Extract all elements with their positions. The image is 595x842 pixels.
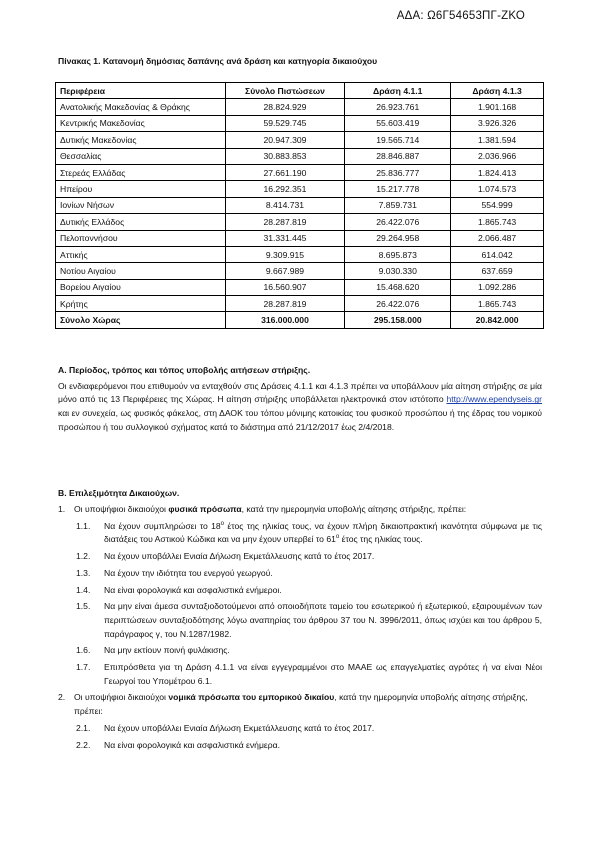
sub-item-number: 2.1.: [76, 722, 91, 733]
table-row: [56, 148, 544, 164]
sub-item-text: Να μην εκτίουν ποινή φυλάκισης.: [104, 645, 230, 656]
sub-item: [58, 661, 542, 688]
sub-item-text: Να έχουν συμπληρώσει το 18: [104, 520, 221, 531]
table-row: [56, 279, 544, 295]
table-cell-value: 19.565.714: [345, 132, 451, 148]
table-cell-value: 55.603.419: [345, 115, 451, 131]
list-item-text: , κατά την ημερομηνία υποβολής αίτησης στήριξης, πρέπει:: [74, 692, 528, 717]
table-cell-value: 30.883.853: [225, 148, 345, 164]
section-a-paragraph: [58, 380, 542, 435]
table-cell-value: 295.158.000: [345, 312, 451, 328]
sub-item-text: Να έχουν υποβάλλει Ενιαία Δήλωση Εκμετάλλευσης κατά το έτος 2017.: [104, 551, 375, 562]
sub-item-number: 1.7.: [76, 662, 91, 673]
table-cell-value: 1.381.594: [451, 132, 544, 148]
table-cell-value: 1.901.168: [451, 99, 544, 115]
table-cell-value: 1.092.286: [451, 279, 544, 295]
table-row: [56, 181, 544, 197]
table-cell-value: 28.287.819: [225, 296, 345, 312]
list-item-text: Οι υποψήφιοι δικαιούχοι: [74, 504, 166, 514]
superscript: ο: [335, 534, 340, 541]
table-cell-value: 9.309.915: [225, 246, 345, 262]
sub-item-number: 2.2.: [76, 739, 91, 750]
sub-item-number: 1.4.: [76, 584, 91, 595]
sub-item-text: Να είναι φορολογικά και ασφαλιστικά ενήμεροι.: [104, 584, 282, 595]
table-cell-region: Ηπείρου: [56, 181, 226, 197]
table-cell-region: Στερεάς Ελλάδας: [56, 164, 226, 180]
list-item-text: , κατά την ημερομηνία υποβολής αίτησης στήριξης, πρέπει:: [241, 504, 467, 514]
table-cell-region: Ιονίων Νήσων: [56, 197, 226, 213]
sub-item-number: 1.6.: [76, 645, 91, 656]
list-item-bold: νομικά πρόσωπα του εμπορικού δικαίου: [168, 692, 335, 703]
section-b-heading: Β. Επιλεξιμότητα Δικαιούχων.: [58, 488, 180, 498]
table-caption: Πίνακας 1. Κατανομή δημόσιας δαπάνης ανά δράση και κατηγορία δικαιούχου: [58, 56, 378, 66]
table-cell-region: Αττικής: [56, 246, 226, 262]
table-cell-value: 554.999: [451, 197, 544, 213]
table-cell-value: 9.667.989: [225, 263, 345, 279]
sub-item: [58, 550, 542, 564]
table-row: [56, 115, 544, 131]
list-item: [58, 691, 542, 718]
table-cell-value: 1.824.413: [451, 164, 544, 180]
sub-item-text: έτος της ηλικίας τους, να έχουν πλήρη δικαιοπρακτική ικανότητα σύμφωνα με τις διατάξεις του Αστικού Κώδικα και να μην έχουν υπερβεί το 61: [104, 520, 542, 545]
table-body: [56, 99, 544, 328]
section-a-heading: Α. Περίοδος, τρόπος και τόπος υποβολής αιτήσεων στήριξης.: [58, 365, 311, 375]
table-cell-value: 16.560.907: [225, 279, 345, 295]
sub-item-text: Να έχουν υποβάλλει Ενιαία Δήλωση Εκμετάλλευσης κατά το έτος 2017.: [104, 722, 375, 733]
ependyseis-link[interactable]: http://www.ependyseis.gr: [446, 394, 542, 405]
table-cell-region: Θεσσαλίας: [56, 148, 226, 164]
table-cell-value: 31.331.445: [225, 230, 345, 246]
sub-item: [58, 600, 542, 641]
column-header-total: Σύνολο Πιστώσεων: [225, 83, 345, 99]
table-cell-value: 26.422.076: [345, 214, 451, 230]
table-cell-value: 9.030.330: [345, 263, 451, 279]
table-cell-value: 3.926.326: [451, 115, 544, 131]
table-cell-value: 28.287.819: [225, 214, 345, 230]
table-cell-value: 637.659: [451, 263, 544, 279]
table-row: [56, 296, 544, 312]
column-header-action-413: Δράση 4.1.3: [451, 83, 544, 99]
section-a: [58, 364, 542, 435]
table-row: [56, 197, 544, 213]
column-header-action-411: Δράση 4.1.1: [345, 83, 451, 99]
sub-item: [58, 520, 542, 547]
table-total-row: [56, 312, 544, 328]
table-cell-region: Δυτικής Μακεδονίας: [56, 132, 226, 148]
table-row: [56, 230, 544, 246]
table-cell-value: 20.842.000: [451, 312, 544, 328]
sub-item-text: έτος της ηλικίας τους.: [339, 534, 423, 545]
sub-item: [58, 644, 542, 658]
table-row: [56, 99, 544, 115]
table-cell-region: Κρήτης: [56, 296, 226, 312]
table-row: [56, 263, 544, 279]
sub-item-text: Να μην είναι άμεσα συνταξιοδοτούμενοι από οποιοδήποτε ταμείο του εσωτερικού ή εξωτερικού, εξαιρουμένων των περιπτώσεων συνταξιοδότησης λόγω αναπηρίας του άρθρου 37 του Ν. 3996/2011, όπως ισχύει και του άρθρου 5, παράγραφος γ, του Ν.1287/1982.: [104, 601, 542, 639]
table-cell-value: 26.422.076: [345, 296, 451, 312]
table-cell-value: 27.661.190: [225, 164, 345, 180]
sub-item-number: 1.2.: [76, 551, 91, 562]
table-row: [56, 214, 544, 230]
list-item-text: Οι υποψήφιοι δικαιούχοι: [74, 692, 166, 703]
list-item-bold: φυσικά πρόσωπα: [168, 504, 242, 514]
table-cell-region: Δυτικής Ελλάδος: [56, 214, 226, 230]
table-cell-value: 8.695.873: [345, 246, 451, 262]
table-cell-value: 59.529.745: [225, 115, 345, 131]
table-cell-value: 8.414.731: [225, 197, 345, 213]
section-a-text-1: Οι ενδιαφερόμενοι που επιθυμούν να ενταχθούν στις Δράσεις 4.1.1 και 4.1.3 πρέπει να υποβάλλουν μία αίτηση στήριξης σε μία μόνο από τις 13 Περιφέρειες της Χώρας. Η αίτηση στήριξης υποβάλλεται ηλεκτρονικά στον ιστότοπο: [58, 380, 542, 405]
ada-code: ΑΔΑ: Ω6Γ54653ΠΓ-ΖΚΟ: [396, 10, 525, 22]
list-item-number: 1.: [58, 504, 66, 514]
sub-item: [58, 567, 542, 581]
table-row: [56, 246, 544, 262]
table-cell-value: 614.042: [451, 246, 544, 262]
table-cell-value: 20.947.309: [225, 132, 345, 148]
sub-item: [58, 722, 542, 736]
sub-item-text: Να έχουν την ιδιότητα του ενεργού γεωργού.: [104, 567, 273, 578]
table-row: [56, 132, 544, 148]
table-row: [56, 164, 544, 180]
sub-item-number: 1.5.: [76, 601, 91, 612]
table-cell-region: Νοτίου Αιγαίου: [56, 263, 226, 279]
sub-item-text: Να είναι φορολογικά και ασφαλιστικά ενήμερα.: [104, 739, 280, 750]
table-cell-value: 1.074.573: [451, 181, 544, 197]
table-cell-value: 2.036.966: [451, 148, 544, 164]
list-item: [58, 503, 542, 517]
table-cell-value: 25.836.777: [345, 164, 451, 180]
section-a-text-2: και εν συνεχεία, ως φυσικός φάκελος, στη ΔΑΟΚ του τόπου μόνιμης κατοικίας του φυσικού προσώπου ή της έδρας του νομικού προσώπου ή του συλλογικού σχήματος κατά το διάστημα από 21/12/2017 έως 2/4/2018.: [58, 408, 542, 432]
budget-table: [55, 82, 544, 329]
table-cell-value: 28.846.887: [345, 148, 451, 164]
list-item-number: 2.: [58, 692, 66, 703]
table-cell-value: 1.865.743: [451, 214, 544, 230]
table-cell-value: 316.000.000: [225, 312, 345, 328]
table-cell-value: 28.824.929: [225, 99, 345, 115]
sub-item-number: 1.1.: [76, 520, 91, 531]
table-cell-value: 15.217.778: [345, 181, 451, 197]
sub-item-number: 1.3.: [76, 567, 91, 578]
sub-item-text: Επιπρόσθετα για τη Δράση 4.1.1 να είναι εγγεγραμμένοι στο ΜΑΑΕ ως επαγγελματίες αγρότες ή να είναι Νέοι Γεωργοί του Υπομέτρου 6.1.: [104, 662, 542, 686]
table-cell-region: Κεντρικής Μακεδονίας: [56, 115, 226, 131]
table-cell-value: 2.066.487: [451, 230, 544, 246]
column-header-region: Περιφέρεια: [56, 83, 226, 99]
table-cell-region: Βορείου Αιγαίου: [56, 279, 226, 295]
table-cell-region: Ανατολικής Μακεδονίας & Θράκης: [56, 99, 226, 115]
eligibility-list: [58, 503, 542, 755]
table-cell-value: 26.923.761: [345, 99, 451, 115]
section-b-heading-wrap: [58, 487, 542, 503]
table-cell-region: Σύνολο Χώρας: [56, 312, 226, 328]
table-cell-value: 29.264.958: [345, 230, 451, 246]
sub-item: [58, 739, 542, 753]
table-cell-value: 16.292.351: [225, 181, 345, 197]
table-cell-value: 15.468.620: [345, 279, 451, 295]
sub-item: [58, 584, 542, 598]
table-cell-value: 1.865.743: [451, 296, 544, 312]
table-cell-region: Πελοποννήσου: [56, 230, 226, 246]
superscript: ο: [220, 520, 225, 527]
table-cell-value: 7.859.731: [345, 197, 451, 213]
table-header-row: [56, 83, 544, 99]
